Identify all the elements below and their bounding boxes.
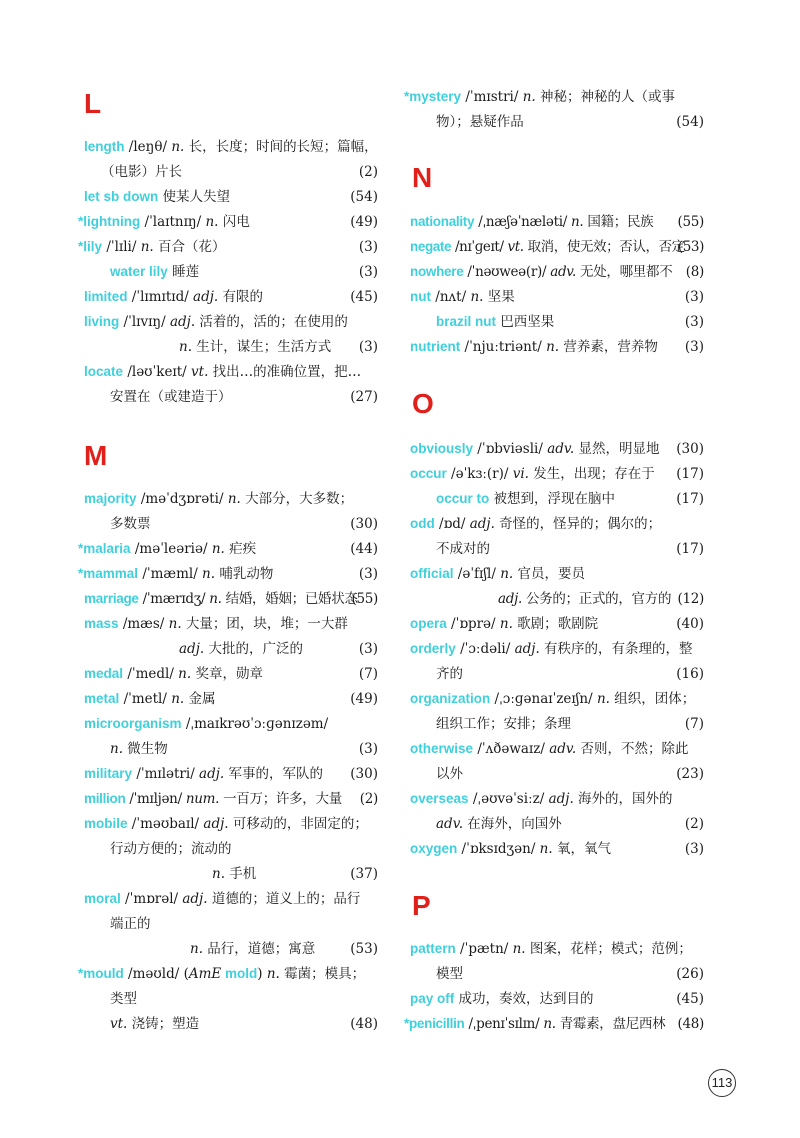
entry-penicillin: *penicillin /ˌpenɪˈsɪlɪn/ n. 青霉素，盘尼西林 (48) — [404, 1016, 704, 1032]
entry-nationality: nationality /ˌnæʃəˈnæləti/ n. 国籍；民族 (55) — [410, 214, 704, 230]
entry-mammal: *mammal /ˈmæml/ n. 哺乳动物 (3) — [78, 566, 378, 582]
entry-moral: moral /ˈmɒrəl/ adj. 道德的；道义上的；品行 — [84, 891, 361, 907]
entry-orderly: orderly /ˈɔːdəli/ adj. 有秩序的，有条理的，整 — [410, 641, 693, 657]
entry-nutrient: nutrient /ˈnjuːtriənt/ n. 营养素，营养物 (3) — [410, 339, 704, 355]
entry-majority: majority /məˈdʒɒrəti/ n. 大部分，大多数； — [84, 491, 354, 507]
entry-water-lily: water lily 睡莲 (3) — [110, 264, 378, 280]
entry-mould-cont2: vt. 浇铸；塑造 (48) — [110, 1016, 378, 1032]
section-letter-l: L — [84, 88, 102, 119]
entry-opera: opera /ˈɒprə/ n. 歌剧；歌剧院 (40) — [410, 616, 704, 632]
entry-mystery: *mystery /ˈmɪstri/ n. 神秘；神秘的人（或事 — [404, 89, 675, 105]
entry-organization: organization /ˌɔːɡənaɪˈzeɪʃn/ n. 组织，团体； — [410, 691, 696, 707]
entry-organization-cont: 组织工作；安排；条理 (7) — [436, 716, 704, 732]
entry-mystery-cont: 物）；悬疑作品 (54) — [436, 114, 704, 130]
page-number: 113 — [708, 1069, 736, 1097]
entry-mobile-cont: 行动方便的；流动的 — [110, 841, 232, 857]
entry-living: living /ˈlɪvɪŋ/ adj. 活着的，活的；在使用的 — [84, 314, 348, 330]
entry-let-sb-down: let sb down 使某人失望 (54) — [84, 189, 378, 205]
entry-living-cont: n. 生计，谋生；生活方式 (3) — [179, 339, 378, 355]
entry-malaria: *malaria /məˈleəriə/ n. 疟疾 (44) — [78, 541, 378, 557]
entry-overseas-cont: adv. 在海外，向国外 (2) — [436, 816, 704, 832]
entry-pattern: pattern /ˈpætn/ n. 图案，花样；模式；范例； — [410, 941, 692, 957]
section-letter-n: N — [412, 162, 433, 193]
entry-orderly-cont: 齐的 (16) — [436, 666, 704, 682]
entry-overseas: overseas /ˌəʊvəˈsiːz/ adj. 海外的，国外的 — [410, 791, 673, 807]
entry-pattern-cont: 模型 (26) — [436, 966, 704, 982]
entry-locate: locate /ləʊˈkeɪt/ vt. 找出…的准确位置，把… — [84, 364, 362, 380]
section-letter-m: M — [84, 440, 108, 471]
page-ref: (2) — [358, 164, 378, 180]
entry-metal: metal /ˈmetl/ n. 金属 (49) — [84, 691, 378, 707]
entry-moral-cont: 端正的 — [110, 916, 151, 932]
entry-otherwise-cont: 以外 (23) — [436, 766, 704, 782]
entry-occur: occur /əˈkɜː(r)/ vi. 发生，出现；存在于 (17) — [410, 466, 704, 482]
entry-length-cont: （电影）片长 (2) — [84, 161, 378, 183]
entry-oxygen: oxygen /ˈɒksɪdʒən/ n. 氧，氧气 (3) — [410, 841, 704, 857]
entry-mould: *mould /məʊld/ (AmE mold) n. 霉菌；模具； — [78, 966, 366, 982]
entry-mass: mass /mæs/ n. 大量；团，块，堆；一大群 — [84, 616, 348, 632]
entry-nowhere: nowhere /ˈnəʊweə(r)/ adv. 无处，哪里都不 (8) — [410, 264, 704, 280]
entry-mobile: mobile /ˈməʊbaɪl/ adj. 可移动的，非固定的； — [84, 816, 368, 832]
section-letter-p: P — [412, 890, 431, 921]
entry-length: length /leŋθ/ n. 长，长度；时间的长短；篇幅， — [84, 139, 378, 155]
entry-microorganism-cont: n. 微生物 (3) — [110, 741, 378, 757]
section-letter-o: O — [412, 388, 434, 419]
entry-locate-cont: 安置在（或建造于） (27) — [110, 389, 378, 405]
entry-official: official /əˈfɪʃl/ n. 官员，要员 — [410, 566, 585, 582]
entry-obviously: obviously /ˈɒbviəsli/ adv. 显然，明显地 (30) — [410, 441, 704, 457]
entry-nut: nut /nʌt/ n. 坚果 (3) — [410, 289, 704, 305]
entry-official-cont: adj. 公务的；正式的，官方的 (12) — [498, 591, 704, 607]
entry-otherwise: otherwise /ˈʌðəwaɪz/ adv. 否则，不然；除此 — [410, 741, 689, 757]
entry-moral-cont2: n. 品行，道德；寓意 (53) — [190, 941, 378, 957]
entry-pay-off: pay off 成功，奏效，达到目的 (45) — [410, 991, 704, 1007]
entry-limited: limited /ˈlɪmɪtɪd/ adj. 有限的 (45) — [84, 289, 378, 305]
entry-microorganism: microorganism /ˌmaɪkrəʊˈɔːɡənɪzəm/ — [84, 716, 329, 732]
entry-mould-cont: 类型 — [110, 991, 137, 1007]
entry-marriage: marriage /ˈmærɪdʒ/ n. 结婚，婚姻；已婚状态 (55) — [84, 591, 378, 607]
entry-negate: negate /nɪˈɡeɪt/ vt. 取消，使无效；否认，否定 (53) — [410, 239, 704, 255]
entry-mass-cont: adj. 大批的，广泛的 (3) — [179, 641, 378, 657]
entry-medal: medal /ˈmedl/ n. 奖章，勋章 (7) — [84, 666, 378, 682]
entry-mobile-cont2: n. 手机 (37) — [212, 866, 378, 882]
entry-majority-cont: 多数票 (30) — [110, 516, 378, 532]
entry-odd: odd /ɒd/ adj. 奇怪的，怪异的；偶尔的； — [410, 516, 662, 532]
headword: length — [84, 139, 125, 154]
entry-lily: *lily /ˈlɪli/ n. 百合（花） (3) — [78, 239, 378, 255]
entry-odd-cont: 不成对的 (17) — [436, 541, 704, 557]
entry-million: million /ˈmɪljən/ num. 一百万；许多，大量 (2) — [84, 791, 378, 807]
entry-occur-to: occur to 被想到，浮现在脑中 (17) — [436, 491, 704, 507]
entry-military: military /ˈmɪlətri/ adj. 军事的，军队的 (30) — [84, 766, 378, 782]
entry-brazil-nut: brazil nut 巴西坚果 (3) — [436, 314, 704, 330]
entry-lightning: *lightning /ˈlaɪtnɪŋ/ n. 闪电 (49) — [78, 214, 378, 230]
